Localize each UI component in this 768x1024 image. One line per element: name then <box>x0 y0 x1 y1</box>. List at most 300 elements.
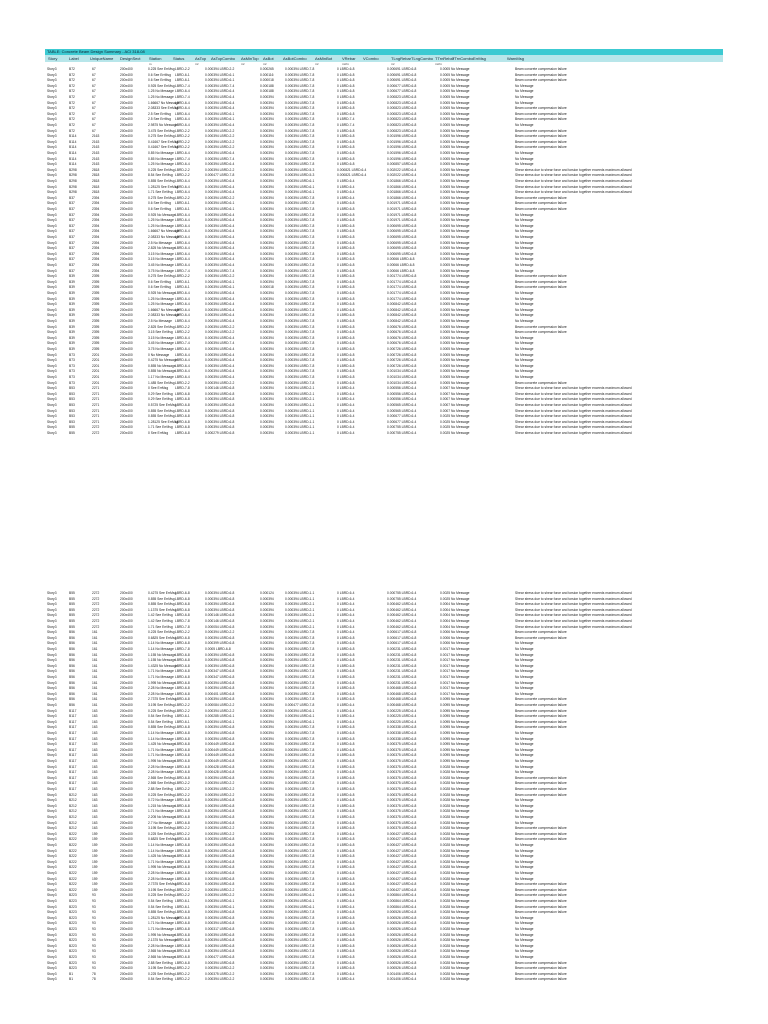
table-cell: 2818 <box>92 179 100 183</box>
table-cell: 0.000394 LBRD-6-8 <box>205 602 235 607</box>
table-cell: 0.000394 <box>260 279 274 284</box>
table-row[interactable] <box>45 647 723 652</box>
table-cell: 0.000394 <box>260 296 274 301</box>
table-cell: 1.425 No Message <box>148 854 176 859</box>
table-cell: 0.855 See ErrMsg <box>148 408 175 413</box>
table-row[interactable] <box>45 425 723 430</box>
table-row[interactable] <box>45 313 723 318</box>
table-cell: B73 <box>69 380 75 385</box>
table-row[interactable] <box>45 162 723 167</box>
table-cell: 0.000394 <box>260 151 274 155</box>
table-row[interactable] <box>45 431 723 436</box>
table-cell: 159 <box>92 859 98 864</box>
table-row[interactable] <box>45 613 723 618</box>
table-cell: 2.08333 See ErrMsg <box>148 106 179 111</box>
table-cell: 0 LBRD-6-8 <box>337 369 355 374</box>
table-row[interactable] <box>45 955 723 960</box>
table-cell: 0.000394 <box>260 352 274 357</box>
table-cell: B37 <box>69 212 75 217</box>
table-cell: B73 <box>69 369 75 374</box>
table-row[interactable] <box>45 319 723 324</box>
table-cell: 0.0028 No Message <box>440 831 470 836</box>
header-designsect[interactable]: DesignSect <box>120 56 141 61</box>
table-row[interactable] <box>45 748 723 753</box>
table-row[interactable] <box>45 269 723 274</box>
table-cell: 0 LBRD-6-8 <box>337 257 355 262</box>
header-tlngrebar[interactable]: TLngRebar <box>391 56 412 61</box>
header-status[interactable]: Status <box>173 56 185 61</box>
table-cell: B212 <box>69 792 77 797</box>
table-row[interactable] <box>45 742 723 747</box>
table-row[interactable] <box>45 129 723 134</box>
table-row[interactable] <box>45 703 723 708</box>
table-cell: 0.0005 No Message <box>440 145 470 150</box>
table-cell: 67 <box>92 111 96 116</box>
table-cell: Story3 <box>47 89 57 94</box>
table-cell: 200x400 <box>120 431 133 435</box>
table-cell: 0 LBRD-6-4 <box>337 408 355 413</box>
table-cell: 200x400 <box>120 843 133 847</box>
table-row[interactable] <box>45 893 723 898</box>
table-row[interactable] <box>45 369 723 374</box>
table-cell: 0.000394 <box>260 781 274 786</box>
table-cell: Beam concrete compression failure <box>515 380 567 385</box>
table-cell: B117 <box>69 747 77 752</box>
table-row[interactable] <box>45 759 723 764</box>
table-cell: B56 <box>69 658 75 663</box>
table-cell: B55 <box>69 619 75 623</box>
table-row[interactable] <box>45 854 723 859</box>
table-row[interactable] <box>45 224 723 229</box>
table-cell: 200x400 <box>120 218 133 223</box>
table-row[interactable] <box>45 196 723 201</box>
table-row[interactable] <box>45 123 723 128</box>
table-row[interactable] <box>45 944 723 949</box>
table-row[interactable] <box>45 392 723 397</box>
table-row[interactable] <box>45 179 723 184</box>
table-cell: No Message <box>515 313 534 318</box>
table-cell: 0.000394 LBRD-6-8 <box>205 736 235 741</box>
table-row[interactable] <box>45 403 723 408</box>
table-row[interactable] <box>45 101 723 106</box>
table-row[interactable] <box>45 386 723 391</box>
table-row[interactable] <box>45 112 723 117</box>
table-cell: 1.14 No Message <box>148 843 174 847</box>
table-row[interactable] <box>45 364 723 369</box>
table-row[interactable] <box>45 938 723 943</box>
table-cell: B37 <box>69 235 75 239</box>
header-station[interactable]: Station <box>149 56 162 61</box>
table-row[interactable] <box>45 218 723 223</box>
table-row[interactable] <box>45 285 723 290</box>
table-row[interactable] <box>45 630 723 635</box>
table-row[interactable] <box>45 765 723 770</box>
table-cell: B222 <box>69 887 77 892</box>
table-row[interactable] <box>45 731 723 736</box>
table-row[interactable] <box>45 921 723 926</box>
table-row[interactable] <box>45 888 723 893</box>
table-row[interactable] <box>45 291 723 296</box>
table-cell: 0.000394 <box>260 798 274 803</box>
table-cell: 0.000394 LBRD-2-2 <box>205 966 235 971</box>
table-cell: B72 <box>69 100 75 105</box>
table-cell: 0.000394 LBRD-7-8 <box>285 932 315 937</box>
table-row[interactable] <box>45 681 723 686</box>
table-row[interactable] <box>45 877 723 882</box>
table-row[interactable] <box>45 720 723 725</box>
table-row[interactable] <box>45 977 723 982</box>
table-row[interactable] <box>45 353 723 358</box>
table-cell: 0.000394 <box>260 369 274 374</box>
table-cell: 0.000394 LBRD-7-8 <box>285 792 315 797</box>
table-row[interactable] <box>45 798 723 803</box>
table-cell: 0.000394 <box>260 380 274 385</box>
table-cell: 0.000394 <box>260 887 274 892</box>
table-cell: 0.54 See ErrMsg <box>148 899 173 903</box>
table-cell: Shear stress due to shear force and torsion together exceeds maximum allowed <box>515 408 632 413</box>
table-cell: Story3 <box>47 899 57 903</box>
table-row[interactable] <box>45 168 723 173</box>
table-row[interactable] <box>45 709 723 714</box>
table-cell: 1.71 No Message <box>148 927 174 931</box>
table-cell: 0.0005 No Message <box>440 313 470 318</box>
table-cell: 0.54 See ErrMsg <box>148 719 173 724</box>
table-row[interactable] <box>45 381 723 386</box>
table-row[interactable] <box>45 916 723 921</box>
table-row[interactable] <box>45 297 723 302</box>
table-row[interactable] <box>45 966 723 971</box>
table-row[interactable] <box>45 725 723 730</box>
table-cell: 0 LBRD-6-8 <box>337 815 355 819</box>
table-row[interactable] <box>45 753 723 758</box>
table-cell: 0.6 See ErrMsg <box>148 72 171 77</box>
table-row[interactable] <box>45 692 723 697</box>
table-row[interactable] <box>45 185 723 190</box>
table-cell: B222 <box>69 854 77 859</box>
table-row[interactable] <box>45 263 723 268</box>
table-row[interactable] <box>45 625 723 630</box>
table-row[interactable] <box>45 860 723 865</box>
table-cell: No Message <box>515 798 534 803</box>
table-cell: 0.000394 <box>260 375 274 379</box>
table-cell: 0.000394 <box>260 307 274 312</box>
table-cell: LBRD-2-2 <box>175 887 190 892</box>
table-cell: 0.000394 LBRD-6-4 <box>205 218 235 223</box>
table-row[interactable] <box>45 815 723 820</box>
table-row[interactable] <box>45 658 723 663</box>
table-row[interactable] <box>45 201 723 206</box>
table-cell: 0.000394 <box>260 602 274 607</box>
table-cell: 0 LBRD-6-8 <box>337 111 355 116</box>
table-row[interactable] <box>45 927 723 932</box>
unit-asmintop: m² <box>241 62 245 66</box>
table-row[interactable] <box>45 781 723 786</box>
table-cell: 163 <box>92 787 98 791</box>
table-row[interactable] <box>45 664 723 669</box>
table-cell: 0.000394 LBRD-2-2 <box>205 139 235 144</box>
table-row[interactable] <box>45 358 723 363</box>
table-row[interactable] <box>45 770 723 775</box>
table-row[interactable] <box>45 905 723 910</box>
table-row[interactable] <box>45 714 723 719</box>
table-cell: 0.000231 LBRD-6-8 <box>387 652 417 657</box>
table-cell: 0.000375 LBRD-6-8 <box>387 764 417 769</box>
table-row[interactable] <box>45 865 723 870</box>
table-cell: Beam concrete compression failure <box>515 274 567 279</box>
table-row[interactable] <box>45 252 723 257</box>
header-asmintop[interactable]: AsMinTop <box>241 56 259 61</box>
table-row[interactable] <box>45 89 723 94</box>
table-cell: 0 LBRD-6-4 <box>337 386 355 391</box>
table-cell: 0.000394 LBRD-6-8 <box>205 910 235 915</box>
table-row[interactable] <box>45 229 723 234</box>
table-cell: B56 <box>69 675 75 679</box>
table-cell: 0.0028 No Message <box>440 932 470 937</box>
table-row[interactable] <box>45 347 723 352</box>
table-cell: B223 <box>69 938 77 943</box>
table-row[interactable] <box>45 697 723 702</box>
table-row[interactable] <box>45 837 723 842</box>
header-uniquename[interactable]: UniqueName <box>90 56 114 61</box>
table-row[interactable] <box>45 95 723 100</box>
header-vrebar[interactable]: VRebar <box>342 56 356 61</box>
table-cell: No Message <box>515 820 534 825</box>
table-row[interactable] <box>45 871 723 876</box>
table-row[interactable] <box>45 213 723 218</box>
table-cell: LBRD-6-1 <box>175 72 190 77</box>
table-cell: Story3 <box>47 658 57 663</box>
table-row[interactable] <box>45 145 723 150</box>
table-cell: 0.000285 LBRD-6-1 <box>205 714 235 719</box>
table-row[interactable] <box>45 608 723 613</box>
table-cell: 0.0005 No Message <box>440 156 470 161</box>
table-row[interactable] <box>45 597 723 602</box>
table-row[interactable] <box>45 302 723 307</box>
table-row[interactable] <box>45 826 723 831</box>
table-row[interactable] <box>45 641 723 646</box>
table-cell: Story3 <box>47 139 57 144</box>
table-cell: 0.000394 LBRD-7-8 <box>285 145 315 150</box>
table-row[interactable] <box>45 653 723 658</box>
table-row[interactable] <box>45 325 723 330</box>
table-row[interactable] <box>45 787 723 792</box>
table-row[interactable] <box>45 821 723 826</box>
header-tlngcombo[interactable]: TLngCombo <box>411 56 434 61</box>
header-asbotcombo[interactable]: AsBotCombo <box>283 56 307 61</box>
table-cell: 200x400 <box>120 380 133 385</box>
table-row[interactable] <box>45 308 723 313</box>
table-row[interactable] <box>45 235 723 240</box>
table-cell: 0.000394 <box>260 775 274 780</box>
table-row[interactable] <box>45 375 723 380</box>
table-cell: 0.0095 No Message <box>440 736 470 741</box>
table-row[interactable] <box>45 151 723 156</box>
table-cell: 0.000394 <box>260 291 274 295</box>
header-errmsg[interactable]: ErrMsg <box>473 56 486 61</box>
table-cell: 163 <box>92 820 98 825</box>
table-row[interactable] <box>45 134 723 139</box>
table-cell: LBRD-6-8 <box>175 753 190 758</box>
table-row[interactable] <box>45 330 723 335</box>
table-cell: B222 <box>69 871 77 875</box>
table-row[interactable] <box>45 843 723 848</box>
table-cell: LBRD-6-8 <box>175 837 190 842</box>
table-cell: 161 <box>92 641 98 646</box>
table-cell: 0.0095 No Message <box>440 725 470 730</box>
table-row[interactable] <box>45 73 723 78</box>
table-cell: 0.000394 LBRD-6-1 <box>285 179 315 183</box>
table-cell: 0.001406 LBRD-6-4 <box>387 971 417 976</box>
table-row[interactable] <box>45 409 723 414</box>
table-cell: 159 <box>92 848 98 853</box>
table-cell: 0.000864 LBRD-6-4 <box>387 893 417 898</box>
table-row[interactable] <box>45 140 723 145</box>
table-cell: 200x400 <box>120 347 133 351</box>
table-row[interactable] <box>45 832 723 837</box>
table-cell: No Message <box>515 218 534 223</box>
table-cell: 200x400 <box>120 201 133 206</box>
table-cell: 200x400 <box>120 887 133 892</box>
table-cell: Story3 <box>47 943 57 948</box>
table-row[interactable] <box>45 737 723 742</box>
table-cell: 200x400 <box>120 798 133 803</box>
header-asbot[interactable]: AsBot <box>263 56 274 61</box>
table-cell: 0.000394 <box>260 624 274 629</box>
table-cell: LBRD-6-4 <box>175 162 190 167</box>
header-label[interactable]: Label <box>69 56 79 61</box>
table-row[interactable] <box>45 341 723 346</box>
header-astopcombo[interactable]: AsTopCombo <box>211 56 236 61</box>
table-cell: B56 <box>69 697 75 702</box>
table-cell: 0.000427 LBRD-6-8 <box>387 865 417 870</box>
table-cell: 0.000394 LBRD-6-8 <box>205 697 235 702</box>
table-row[interactable] <box>45 804 723 809</box>
header-ttrncombo[interactable]: TTrnCombo <box>452 56 474 61</box>
table-row[interactable] <box>45 67 723 72</box>
table-row[interactable] <box>45 106 723 111</box>
table-row[interactable] <box>45 602 723 607</box>
table-row[interactable] <box>45 257 723 262</box>
table-row[interactable] <box>45 280 723 285</box>
table-row[interactable] <box>45 190 723 195</box>
header-vcombo[interactable]: VCombo <box>363 56 379 61</box>
table-cell: 0 LBRD-6-4 <box>337 602 355 607</box>
table-row[interactable] <box>45 117 723 122</box>
table-cell: 1.28125 No Message <box>148 915 180 920</box>
table-cell: LBRD-6-8 <box>175 635 190 640</box>
table-cell: 0.000394 LBRD-6-1 <box>205 719 235 724</box>
table-row[interactable] <box>45 207 723 212</box>
table-cell: B117 <box>69 736 77 741</box>
table-cell: 163 <box>92 708 98 713</box>
table-cell: 0.275 See ErrMsg <box>148 134 175 139</box>
table-cell: 3.75 No Message <box>148 268 174 273</box>
table-row[interactable] <box>45 84 723 89</box>
table-row[interactable] <box>45 173 723 178</box>
table-cell: Story3 <box>47 848 57 853</box>
table-row[interactable] <box>45 636 723 641</box>
table-cell: 0.000394 <box>260 876 274 881</box>
table-row[interactable] <box>45 336 723 341</box>
header-warnmsg[interactable]: WarnMsg <box>507 56 524 61</box>
table-cell: 200x400 <box>120 602 133 607</box>
table-row[interactable] <box>45 882 723 887</box>
table-row[interactable] <box>45 972 723 977</box>
table-cell: 0.000394 LBRD-7-8 <box>285 369 315 374</box>
table-cell: 0.0028 No Message <box>440 966 470 971</box>
table-row[interactable] <box>45 961 723 966</box>
table-row[interactable] <box>45 420 723 425</box>
table-cell: 0.001774 LBRD-6-8 <box>387 296 417 301</box>
table-cell: 0.000394 LBRD-6-8 <box>205 921 235 926</box>
table-cell: LBRD-6-4 <box>175 89 190 94</box>
table-row[interactable] <box>45 809 723 814</box>
table-cell: 200x400 <box>120 815 133 819</box>
table-row[interactable] <box>45 274 723 279</box>
table-row[interactable] <box>45 157 723 162</box>
table-row[interactable] <box>45 686 723 691</box>
table-cell: 0.000394 LBRD-6-8 <box>205 425 235 430</box>
table-cell: B223 <box>69 960 77 965</box>
table-cell: 0.000394 LBRD-2-2 <box>205 380 235 385</box>
header-story[interactable]: Story <box>48 56 58 61</box>
table-cell: Shear stress due to shear force and torsion together exceeds maximum allowed <box>515 602 632 607</box>
table-cell: 0.0017 No Message <box>440 658 470 663</box>
table-row[interactable] <box>45 397 723 402</box>
table-cell: 0.000394 <box>260 607 274 612</box>
table-cell: 0.0095 No Message <box>440 708 470 713</box>
table-row[interactable] <box>45 910 723 915</box>
table-cell: B114 <box>69 134 77 139</box>
table-row[interactable] <box>45 241 723 246</box>
table-row[interactable] <box>45 78 723 83</box>
table-cell: 0.0005 No Message <box>440 235 470 239</box>
table-cell: Story3 <box>47 431 57 435</box>
table-row[interactable] <box>45 675 723 680</box>
table-row[interactable] <box>45 414 723 419</box>
table-cell: 1.71 No Message <box>148 675 174 679</box>
table-row[interactable] <box>45 246 723 251</box>
table-cell: 0.000821 LBRD-6-4 <box>337 173 367 178</box>
table-cell: 0.225 See ErrMsg <box>148 831 175 836</box>
header-astop[interactable]: AsTop <box>195 56 207 61</box>
table-cell: 3.75 No Message <box>148 347 174 351</box>
header-ttrnrebar[interactable]: TTrnRebar <box>435 56 455 61</box>
table-cell: 0.0005 No Message <box>440 341 470 346</box>
table-cell: 0.000394 LBRD-2-1 <box>285 397 315 402</box>
table-row[interactable] <box>45 776 723 781</box>
table-cell: B223 <box>69 921 77 926</box>
table-row[interactable] <box>45 949 723 954</box>
table-row[interactable] <box>45 793 723 798</box>
table-cell: 0 LBRD-6-8 <box>337 787 355 791</box>
table-row[interactable] <box>45 849 723 854</box>
table-cell: 0.000375 LBRD-6-8 <box>387 820 417 825</box>
table-cell: 0.0005 No Message <box>440 190 470 195</box>
header-asminbot[interactable]: AsMinBot <box>315 56 333 61</box>
table-cell: 78 <box>92 971 96 976</box>
table-cell: 0.0005 No Message <box>440 72 470 77</box>
table-row[interactable] <box>45 591 723 596</box>
table-row[interactable] <box>45 933 723 938</box>
table-row[interactable] <box>45 669 723 674</box>
table-cell: 0.000394 LBRD-1-1 <box>285 596 315 601</box>
table-row[interactable] <box>45 619 723 624</box>
table-cell: Shear stress due to shear force and torsion together exceeds maximum allowed <box>515 624 632 629</box>
table-row[interactable] <box>45 899 723 904</box>
table-cell: Story3 <box>47 770 57 775</box>
unit-astop: m² <box>195 62 199 66</box>
